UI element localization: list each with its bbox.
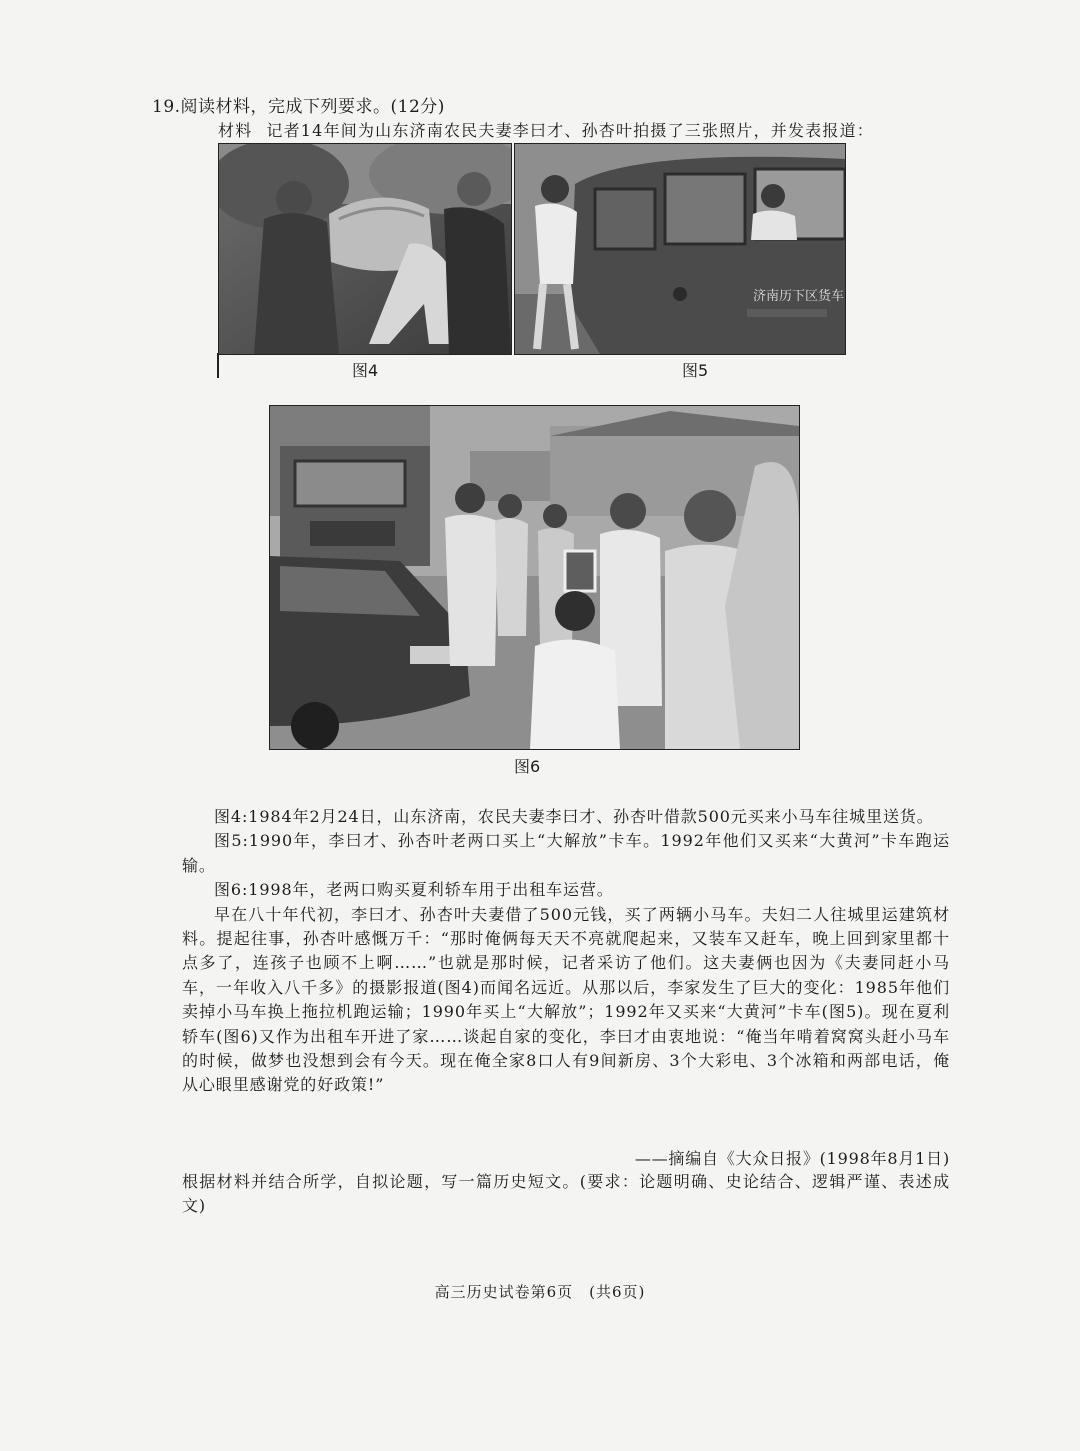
material-label: 材料 bbox=[218, 121, 253, 140]
material-body bbox=[182, 805, 950, 1098]
question-title: 19.阅读材料，完成下列要求。(12分) bbox=[152, 97, 445, 117]
figure-4-photo bbox=[218, 143, 512, 355]
truck-door-text: 济南历下区货车 bbox=[753, 289, 845, 304]
page-footer: 高三历史试卷第6页 (共6页) bbox=[434, 1283, 646, 1301]
paragraph-fig6: 图6:1998年，老两口购买夏利轿车用于出租车运营。 bbox=[214, 880, 614, 900]
figure-4-caption: 图4 bbox=[352, 361, 379, 380]
figure-4-rule bbox=[217, 353, 219, 378]
paragraph-fig5: 图5:1990年，李曰才、孙杏叶老两口买上“大解放”卡车。1992年他们又买来“大黄河”卡车跑运输。 bbox=[182, 831, 950, 875]
figure-6-photo bbox=[269, 405, 800, 750]
figure-6-caption: 图6 bbox=[514, 757, 541, 776]
source-citation: ——摘编自《大众日报》(1998年8月1日) bbox=[634, 1149, 950, 1168]
figure-5-caption: 图5 bbox=[682, 361, 709, 380]
figure-5-photo bbox=[514, 143, 846, 355]
paragraph-story: 早在八十年代初，李曰才、孙杏叶夫妻借了500元钱，买了两辆小马车。夫妇二人往城里运建筑材料。提起往事，孙杏叶感慨万千：“那时俺俩每天天不亮就爬起来，又装车又赶车，晚上回到家里都十点多了，连孩子也顾不上啊……”也就是那时候，记者采访了他们。这夫妻俩也因为《夫妻同赶小马车，一年收入八千多》的摄影报道(图4)而闻名远近。从那以后，李家发生了巨大的变化：1985年他们卖掉小马车换上拖拉机跑运输；1990年买上“大解放”；1992年又买来“大黄河”卡车(图5)。现在夏利轿车(图6)又作为出租车开进了家……谈起自家的变化，李曰才由衷地说：“俺当年啃着窝窝头赶小马车的时候，做梦也没想到会有今天。现在俺全家8口人有9间新房、3个大彩电、3个冰箱和两部电话，俺从心眼里感谢党的好政策!” bbox=[182, 904, 950, 1095]
task-instruction: 根据材料并结合所学，自拟论题，写一篇历史短文。(要求：论题明确、史论结合、逻辑严谨、表述成文) bbox=[182, 1172, 950, 1216]
paragraph-fig4: 图4:1984年2月24日，山东济南，农民夫妻李曰才、孙杏叶借款500元买来小马车往城里送货。 bbox=[214, 807, 934, 826]
material-intro bbox=[218, 118, 874, 141]
material-intro-text: 记者14年间为山东济南农民夫妻李曰才、孙杏叶拍摄了三张照片，并发表报道： bbox=[266, 121, 874, 140]
